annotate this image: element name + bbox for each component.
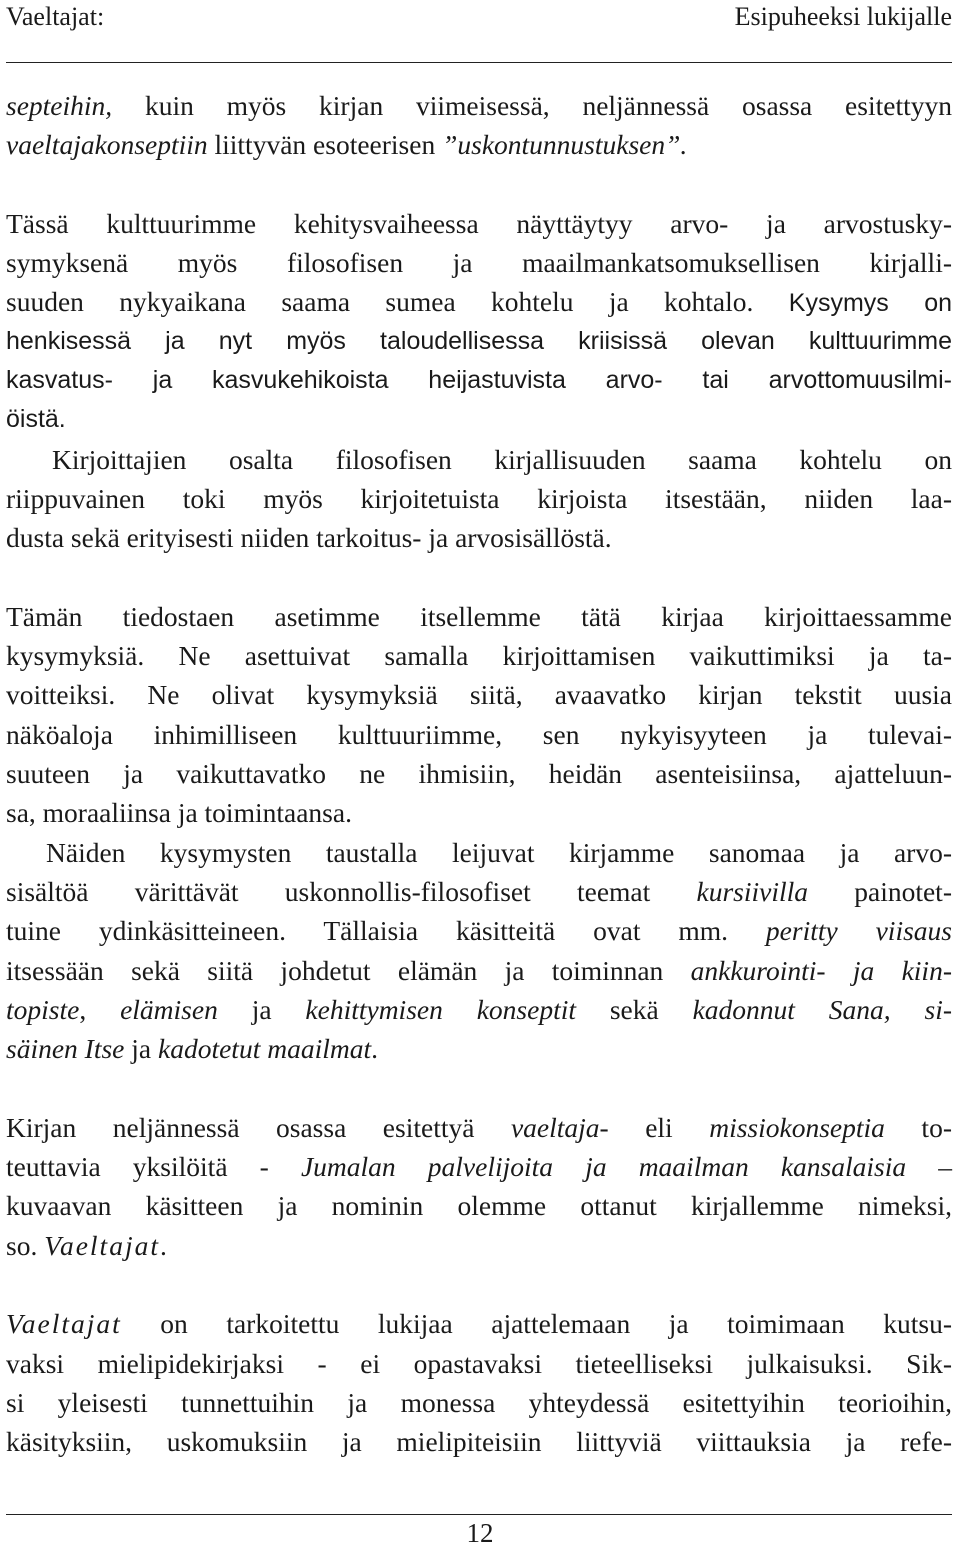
text-line: Vaeltajat on tarkoitettu lukijaa ajattelemaan ja toimimaan kutsu- xyxy=(6,1308,952,1340)
italic-term: kursiivilla xyxy=(696,875,809,907)
text-line: so. Vaeltajat. xyxy=(6,1229,167,1261)
text-line: symyksenä myös filosofisen ja maailmankatsomuksellisen kirjalli- xyxy=(6,247,952,279)
text-line: tuine ydinkäsitteineen. Tällaisia käsitteitä ovat mm. peritty viisaus xyxy=(6,915,952,947)
text-line: Kirjoittajien osalta filosofisen kirjallisuuden saama kohtelu on xyxy=(52,443,952,475)
italic-term: ankkurointi- ja kiin- xyxy=(690,954,952,986)
text-line: käsityksiin, uskomuksiin ja mielipiteisiin liittyviä viittauksia ja refe- xyxy=(6,1426,952,1458)
italic-term: elämisen xyxy=(120,993,218,1025)
paragraph-7 xyxy=(6,1304,952,1461)
italic-term: topiste xyxy=(6,993,80,1025)
footer-rule xyxy=(6,1514,952,1515)
book-title: Vaeltajat xyxy=(6,1308,122,1340)
text-line: Tämän tiedostaen asetimme itsellemme tätä kirjaa kirjoittaessamme xyxy=(6,600,952,632)
text-line: kysymyksiä. Ne asettuivat samalla kirjoittamisen vaikuttimiksi ja ta- xyxy=(6,640,952,672)
italic-term: säinen Itse xyxy=(6,1033,125,1065)
italic-term: vaeltajakonseptiin xyxy=(6,129,208,161)
paragraph-2 xyxy=(6,204,952,440)
text-line: säinen Itse ja kadotetut maailmat. xyxy=(6,1033,378,1065)
text-line: sa, moraaliinsa ja toimintaansa. xyxy=(6,797,352,829)
text-line: voitteiksi. Ne olivat kysymyksiä siitä, avaavatko kirjan tekstit uusia xyxy=(6,679,952,711)
text-line: teuttavia yksilöitä - Jumalan palvelijoita ja maailman kansalaisia – xyxy=(6,1151,952,1183)
text-line: öistä. xyxy=(6,405,66,434)
text-line: vaeltajakonseptiin liittyvän esoteerisen ”uskontunnustuksen”. xyxy=(6,129,688,161)
paragraph-6 xyxy=(6,1108,952,1265)
page-number: 12 xyxy=(466,1518,494,1548)
text-line: itsessään sekä siitä johdetut elämän ja toiminnan ankkurointi- ja kiin- xyxy=(6,954,952,986)
italic-term: missiokonseptia xyxy=(709,1111,885,1143)
italic-term: septeihin, xyxy=(6,90,113,121)
text-line: riippuvainen toki myös kirjoitetuista kirjoista itsestään, niiden laa- xyxy=(6,482,952,514)
italic-term: kehittymisen konseptit xyxy=(305,993,576,1025)
text-line: si yleisesti tunnettuihin ja monessa yhteydessä esitettyihin teorioihin, xyxy=(6,1386,952,1418)
text-line: Kirjan neljännessä osassa esitettyä vaeltaja- eli missiokonseptia to- xyxy=(6,1111,952,1143)
text-line: kasvatus- ja kasvukehikoista heijastuvista arvo- tai arvottomuusilmi- xyxy=(6,366,952,395)
header-left: Vaeltajat: xyxy=(6,2,105,31)
italic-term: Jumalan palvelijoita ja maailman kansalaisia – xyxy=(300,1151,952,1183)
italic-term: peritty viisaus xyxy=(765,915,952,947)
text-line: Näiden kysymysten taustalla leijuvat kirjamme sanomaa ja arvo- xyxy=(46,836,952,868)
italic-term: vaeltaja- xyxy=(510,1111,609,1143)
text-line: dusta sekä erityisesti niiden tarkoitus- ja arvosisällöstä. xyxy=(6,522,612,554)
body-text xyxy=(6,86,952,1461)
text-line: suuteen ja vaikuttavatko ne ihmisiin, heidän asenteisiinsa, ajatteluun- xyxy=(6,758,952,790)
italic-term: ”uskontunnustuksen”. xyxy=(442,129,688,161)
book-title: Vaeltajat xyxy=(44,1229,160,1261)
text-line: vaksi mielipidekirjaksi - ei opastavaksi tieteelliseksi julkaisuksi. Sik- xyxy=(6,1347,952,1379)
header-rule xyxy=(6,62,952,63)
text-line: septeihin, kuin myös kirjan viimeisessä, neljännessä osassa esitettyyn xyxy=(6,90,952,121)
text-line: suuden nykyaikana saama sumea kohtelu ja kohtalo. Kysymys on xyxy=(6,286,953,318)
italic-term: kadonnut Sana, si- xyxy=(692,993,953,1025)
italic-term: kadotetut maailmat xyxy=(158,1033,372,1065)
paragraph-5 xyxy=(6,833,952,1069)
running-header xyxy=(6,0,952,64)
paragraph-4 xyxy=(6,597,952,833)
paragraph-1 xyxy=(6,86,952,165)
text-line: näköaloja inhimilliseen kulttuuriimme, sen nykyisyyteen ja tulevai- xyxy=(6,718,952,750)
text-line: kuvaavan käsitteen ja nominin olemme ottanut kirjallemme nimeksi, xyxy=(6,1190,952,1222)
text-line: topiste, elämisen ja kehittymisen konseptit sekä kadonnut Sana, si- xyxy=(6,993,953,1025)
text-line: sisältöä värittävät uskonnollis-filosofiset teemat kursiivilla painotet- xyxy=(6,875,952,907)
text-line: Tässä kulttuurimme kehitysvaiheessa näyttäytyy arvo- ja arvostusky- xyxy=(6,207,952,239)
text-line: henkisessä ja nyt myös taloudellisessa kriisissä olevan kulttuurimme xyxy=(6,326,952,355)
header-right: Esipuheeksi lukijalle xyxy=(734,2,952,31)
paragraph-3 xyxy=(6,440,952,558)
